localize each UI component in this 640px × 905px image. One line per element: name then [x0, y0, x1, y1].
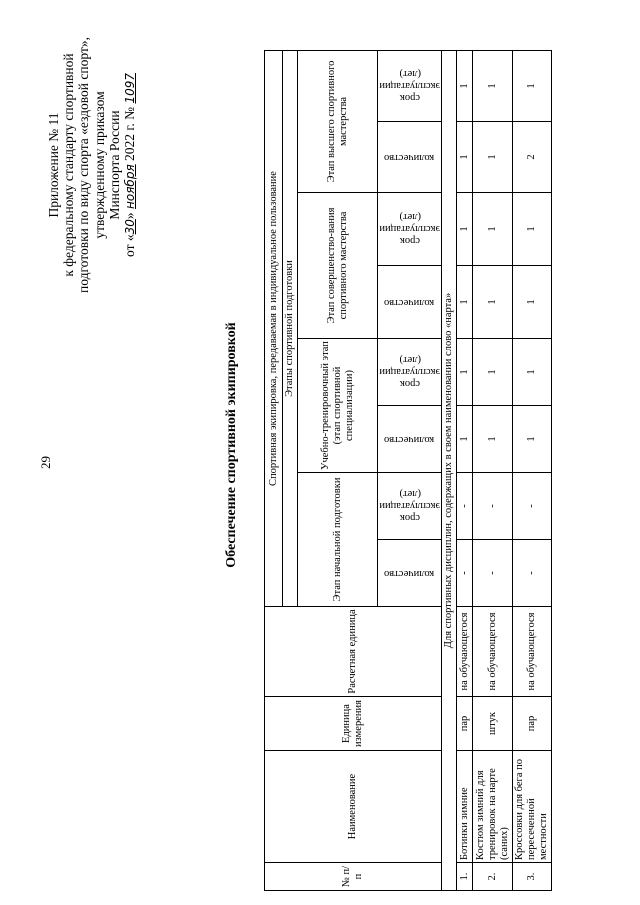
cell-calc: на обучающегося [513, 607, 552, 697]
date-month: ноября [123, 164, 138, 209]
header-term-text: срок эксплуатации (лет) [378, 67, 440, 103]
cell-s3-term: 1 [513, 193, 552, 266]
cell-s2-term: 1 [473, 339, 513, 406]
discipline-row: Для спортивных дисциплин, содержащих в своем наименовании слово «нарта» [442, 50, 457, 890]
header-stage-training: Учебно-тренировочный этап (этап спортивной специализации) [298, 339, 378, 473]
table-row [457, 50, 473, 890]
cell-s1-term: - [473, 473, 513, 540]
cell-unit: штук [473, 697, 513, 751]
cell-s4-qty: 1 [473, 122, 513, 193]
cell-unit: пар [513, 697, 552, 751]
cell-s4-qty: 2 [513, 122, 552, 193]
cell-s3-term: 1 [473, 193, 513, 266]
table-row [473, 50, 513, 890]
date-prefix: от « [122, 234, 138, 257]
header-qty [378, 406, 442, 473]
cell-s4-qty: 1 [457, 122, 473, 193]
header-term-text: срок эксплуатации (лет) [378, 211, 440, 246]
table-row [513, 50, 552, 890]
cell-name: Кроссовки для бега по пересеченной местности [513, 751, 552, 863]
cell-s2-qty: 1 [473, 406, 513, 473]
header-qty-text: количество [384, 434, 435, 445]
header-calc-unit: Расчетная единица [265, 607, 442, 697]
header-term [378, 473, 442, 540]
page-number: 29 [38, 456, 53, 469]
header-qty-text: количество [384, 152, 435, 163]
header-qty-text: количество [384, 568, 435, 579]
header-stage-higher: Этап высшего спортивного мастерства [298, 50, 378, 192]
appendix-line: Минспорта России [106, 110, 122, 220]
header-qty [378, 122, 442, 193]
header-unit: Единица измерения [265, 697, 442, 751]
appendix-line: к федеральному стандарту спортивной [61, 53, 77, 277]
cell-s3-qty: 1 [473, 266, 513, 339]
header-term [378, 193, 442, 266]
cell-unit: пар [457, 697, 473, 751]
header-term-text: срок эксплуатации (лет) [378, 354, 440, 389]
header-term [378, 50, 442, 121]
date-day: 30 [123, 219, 138, 235]
cell-s1-term: - [513, 473, 552, 540]
header-stage-initial: Этап начальной подготовки [298, 473, 378, 607]
cell-s2-term: 1 [457, 339, 473, 406]
header-num: № п/п [265, 863, 442, 891]
cell-s2-qty: 1 [513, 406, 552, 473]
cell-s2-term: 1 [513, 339, 552, 406]
cell-num: 1. [457, 863, 473, 891]
cell-s4-term: 1 [513, 50, 552, 121]
cell-s4-term: 1 [457, 50, 473, 121]
header-name: Наименование [265, 751, 442, 863]
cell-num: 2. [473, 863, 513, 891]
cell-s3-qty: 1 [513, 266, 552, 339]
cell-s1-qty: - [513, 540, 552, 607]
cell-name: Ботинки зимние [457, 751, 473, 863]
header-stages-title: Этапы спортивной подготовки [283, 50, 298, 606]
document-title: Обеспечение спортивной экипировкой [224, 322, 239, 568]
header-term-text: срок эксплуатации (лет) [378, 488, 440, 523]
cell-calc: на обучающегося [473, 607, 513, 697]
cell-s4-term: 1 [473, 50, 513, 121]
appendix-header [46, 15, 138, 315]
cell-name: Костюм зимний для тренировок на нарте (саних) [473, 751, 513, 863]
header-term [378, 339, 442, 406]
cell-s2-qty: 1 [457, 406, 473, 473]
date-mid: » [122, 208, 138, 220]
header-qty-text: количество [384, 297, 435, 308]
cell-num: 3. [513, 863, 552, 891]
cell-s3-qty: 1 [457, 266, 473, 339]
equipment-table [264, 50, 552, 891]
header-stage-improvement: Этап совершенство-вания спортивного мастерства [298, 193, 378, 339]
cell-s1-qty: - [457, 540, 473, 607]
cell-calc: на обучающегося [457, 607, 473, 697]
cell-s1-qty: - [473, 540, 513, 607]
appendix-line: Приложение № 11 [46, 112, 61, 218]
appendix-line: утвержденному приказом [91, 91, 107, 239]
header-qty [378, 266, 442, 339]
cell-s1-term: - [457, 473, 473, 540]
date-year: 2022 г. № [122, 103, 138, 165]
header-qty [378, 540, 442, 607]
header-group-title: Спортивная экипировка, передаваемая в индивидуальное пользование [265, 50, 283, 606]
order-number: 1097 [123, 73, 138, 104]
appendix-date-line [122, 15, 138, 315]
appendix-line: подготовки по виду спорта «ездовой спорт», [76, 37, 92, 293]
cell-s3-term: 1 [457, 193, 473, 266]
